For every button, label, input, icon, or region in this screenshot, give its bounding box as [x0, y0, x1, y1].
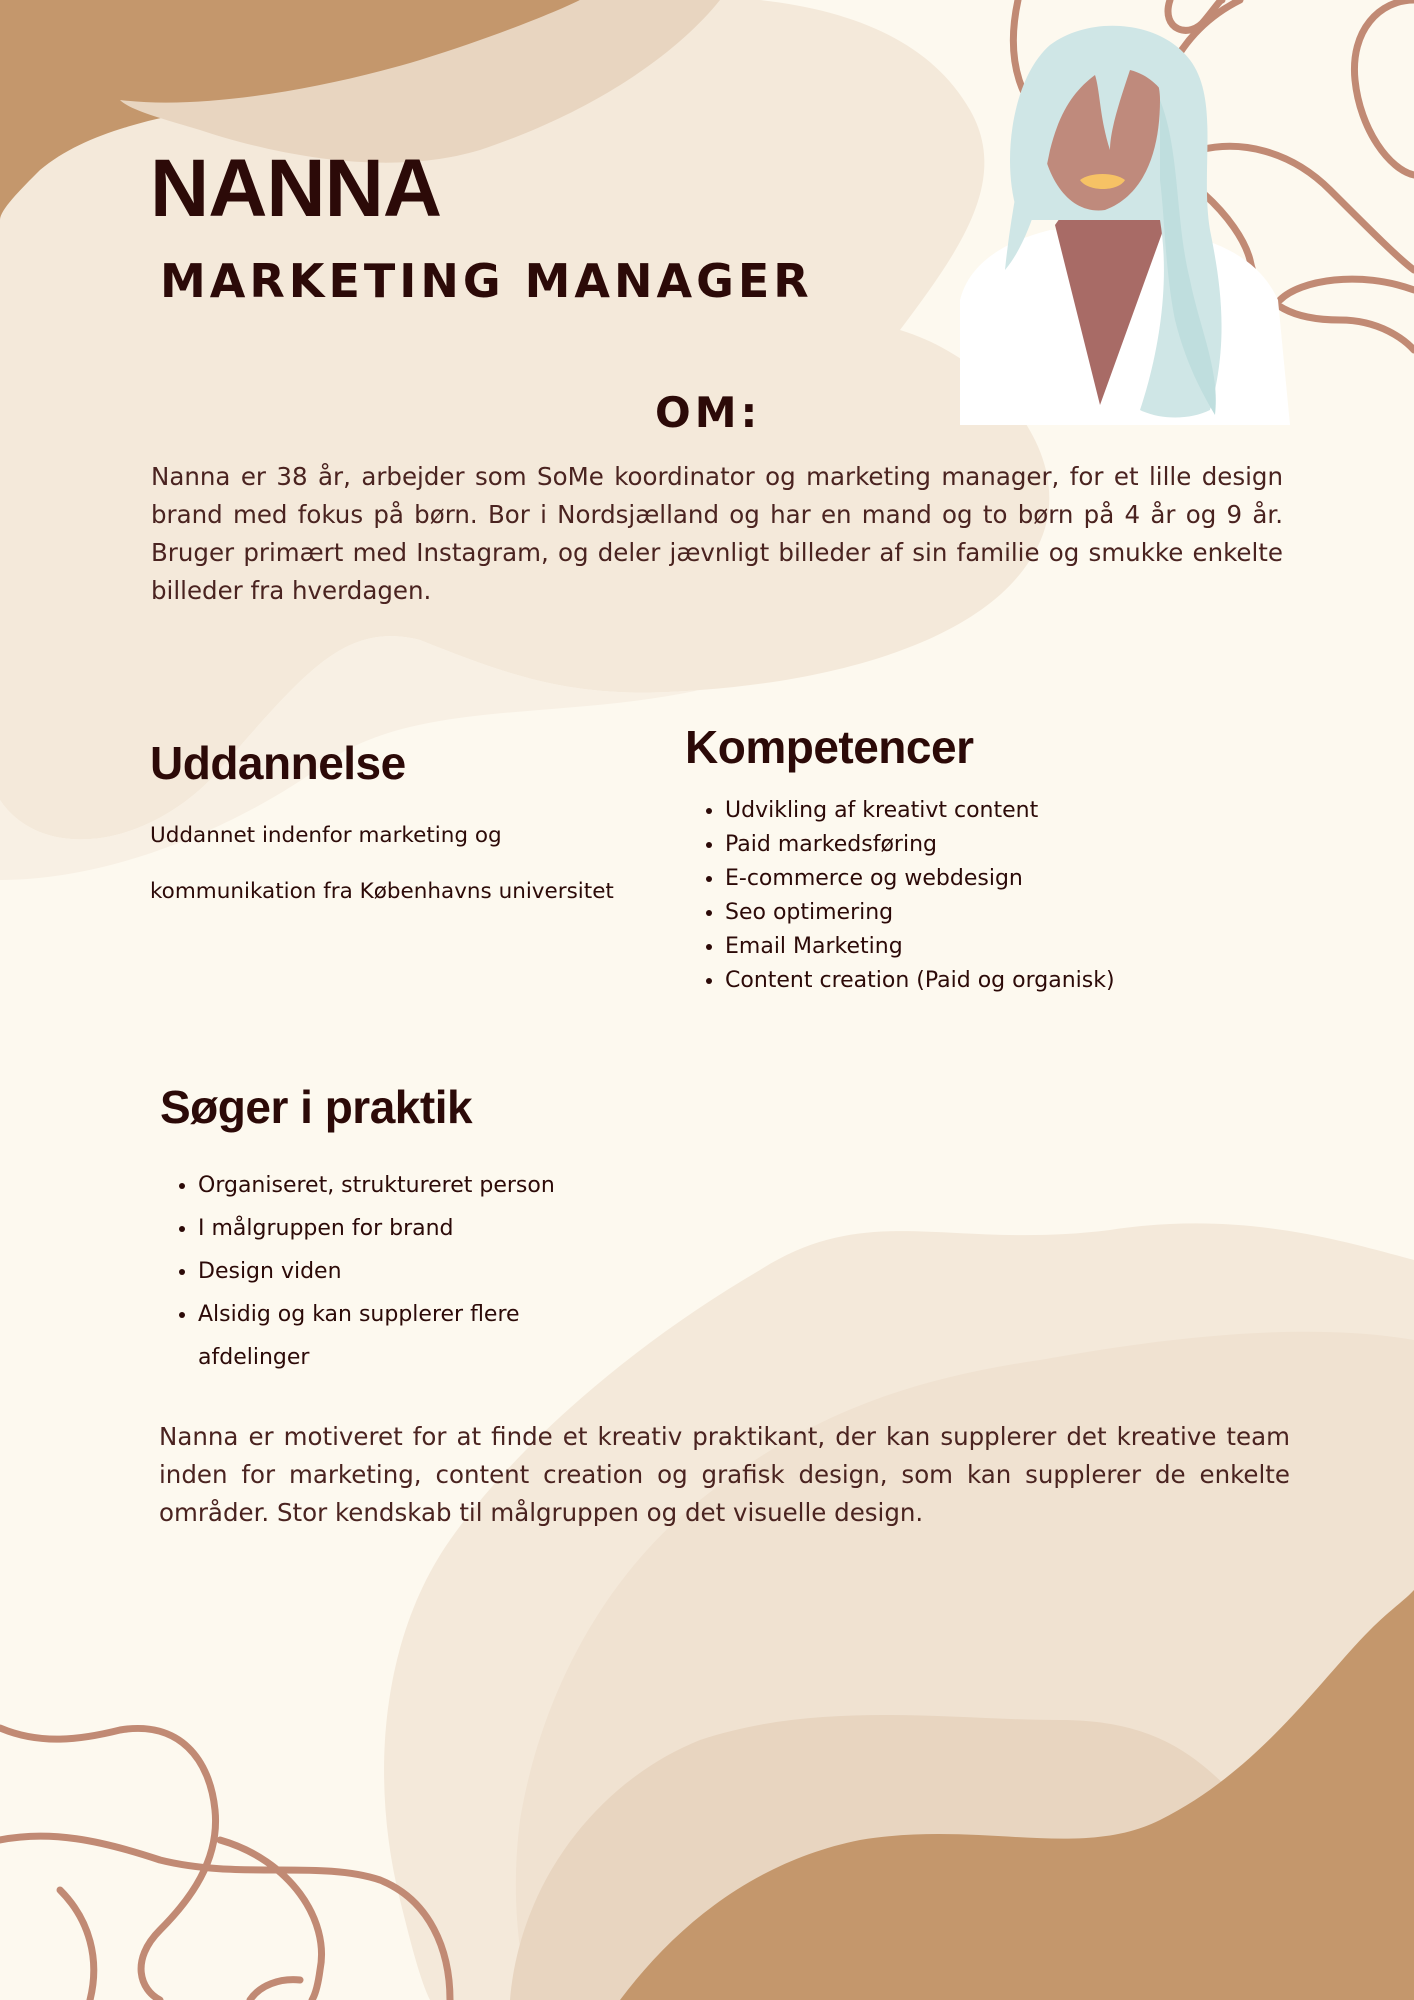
woman-portrait-illustration: [960, 20, 1290, 425]
list-item: • E-commerce og webdesign: [725, 862, 1115, 896]
about-heading: OM:: [655, 388, 762, 437]
list-item: • Organiseret, struktureret person: [198, 1164, 618, 1207]
list-item: • Udvikling af kreativt content: [725, 794, 1115, 828]
competencies-list: [699, 794, 1115, 998]
swirl-line-6: [1280, 279, 1414, 300]
education-line: Uddannet indenfor marketing og: [150, 823, 502, 848]
list-item: • Seo optimering: [725, 896, 1115, 930]
education-heading: Uddannelse: [150, 737, 406, 789]
swirl-line-9: [60, 1890, 94, 2000]
job-title: MARKETING MANAGER: [160, 254, 813, 308]
list-item: • Design viden: [198, 1250, 618, 1293]
swirl-line-11: [250, 1980, 300, 2000]
competencies-heading: Kompetencer: [685, 721, 974, 773]
education-text: [150, 816, 614, 928]
list-item: • Content creation (Paid og organisk): [725, 964, 1115, 998]
list-item: • Paid markedsføring: [725, 828, 1115, 862]
swirl-line-8: [0, 1836, 450, 2000]
about-paragraph: Nanna er 38 år, arbejder som SoMe koordinator og marketing manager, for et lille design brand med fokus på børn. Bor i Nordsjælland og har en mand og to børn på 4 år og 9 år. Bruger primært med Instagram, og deler jævnligt billeder af sin familie og smukke enkelte billeder fra hverdagen.: [151, 462, 1283, 605]
swirl-line-10: [220, 1840, 322, 2000]
list-item: • Email Marketing: [725, 930, 1115, 964]
list-item: • Alsidig og kan supplerer flere afdelinger: [198, 1293, 618, 1379]
closing-paragraph: Nanna er motiveret for at finde et kreativ praktikant, der kan supplerer det kreative team inden for marketing, content creation og grafisk design, som kan supplerer de enkelte områder. Stor kendskab til målgruppen og det visuelle design.: [159, 1422, 1290, 1527]
internship-heading: Søger i praktik: [160, 1081, 473, 1133]
swirl-line-5: [1354, 0, 1414, 175]
education-line: kommunikation fra Københavns universitet: [150, 879, 614, 904]
internship-list: [172, 1164, 618, 1379]
person-name: NANNA: [150, 143, 442, 234]
list-item: • I målgruppen for brand: [198, 1207, 618, 1250]
